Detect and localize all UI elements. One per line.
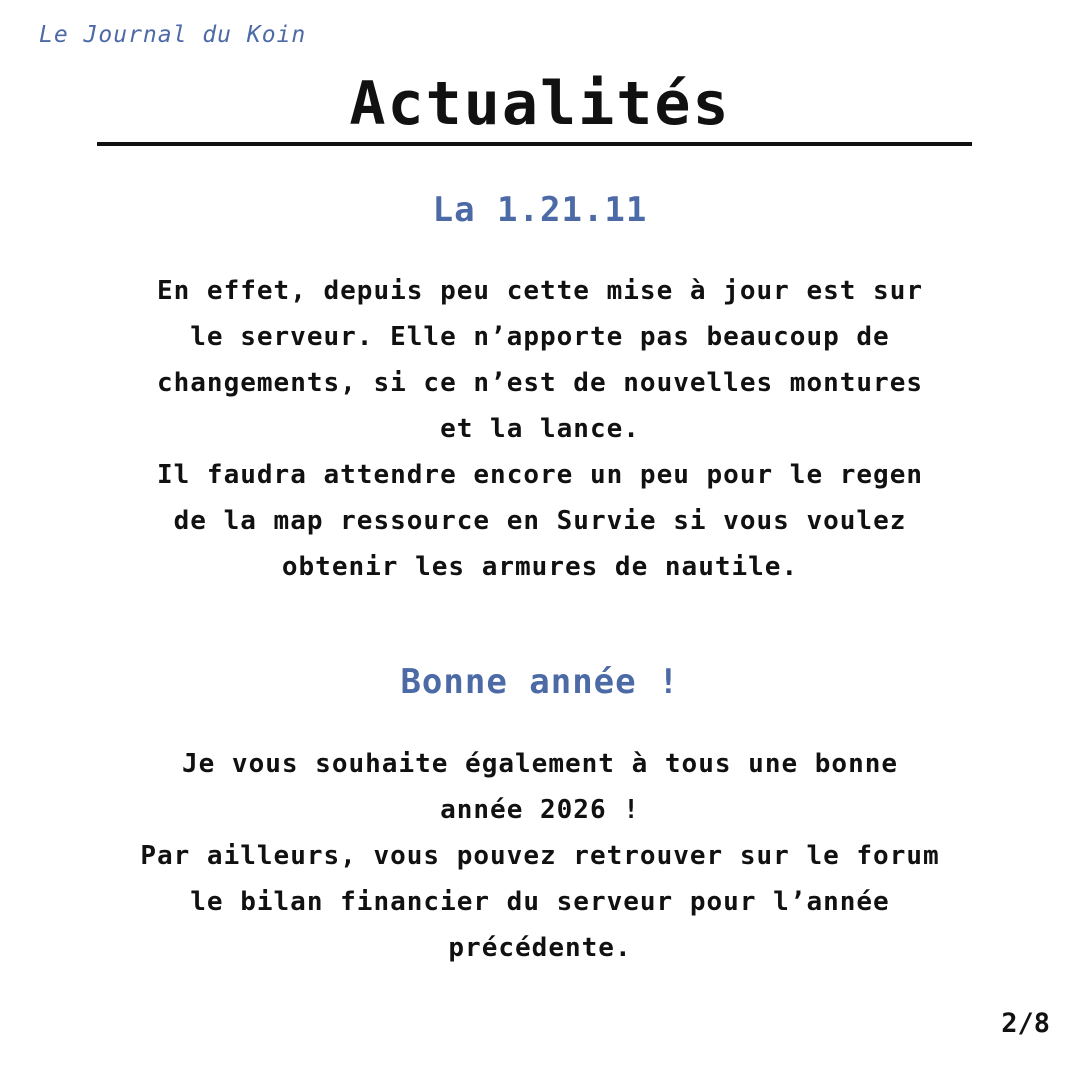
paragraph: En effet, depuis peu cette mise à jour est sur le serveur. Elle n’apporte pas beaucoup de changements, si ce n’est de nouvelles montures et la lance. [156, 276, 924, 444]
section-body-update [140, 268, 940, 590]
title-divider [97, 142, 972, 146]
section-heading-new-year: Bonne année ! [400, 662, 680, 702]
page-number: 2/8 [1001, 1008, 1050, 1039]
paragraph: Je vous souhaite également à tous une bonne année 2026 ! [181, 749, 899, 825]
section-heading-update: La 1.21.11 [432, 190, 648, 230]
paragraph: Par ailleurs, vous pouvez retrouver sur le forum le bilan financier du serveur pour l’année précédente. [140, 841, 940, 963]
page-title: Actualités [349, 69, 731, 139]
section-body-new-year [140, 741, 940, 971]
masthead: Le Journal du Koin [39, 22, 307, 48]
paragraph: Il faudra attendre encore un peu pour le regen de la map ressource en Survie si vous voulez obtenir les armures de nautile. [156, 460, 924, 582]
